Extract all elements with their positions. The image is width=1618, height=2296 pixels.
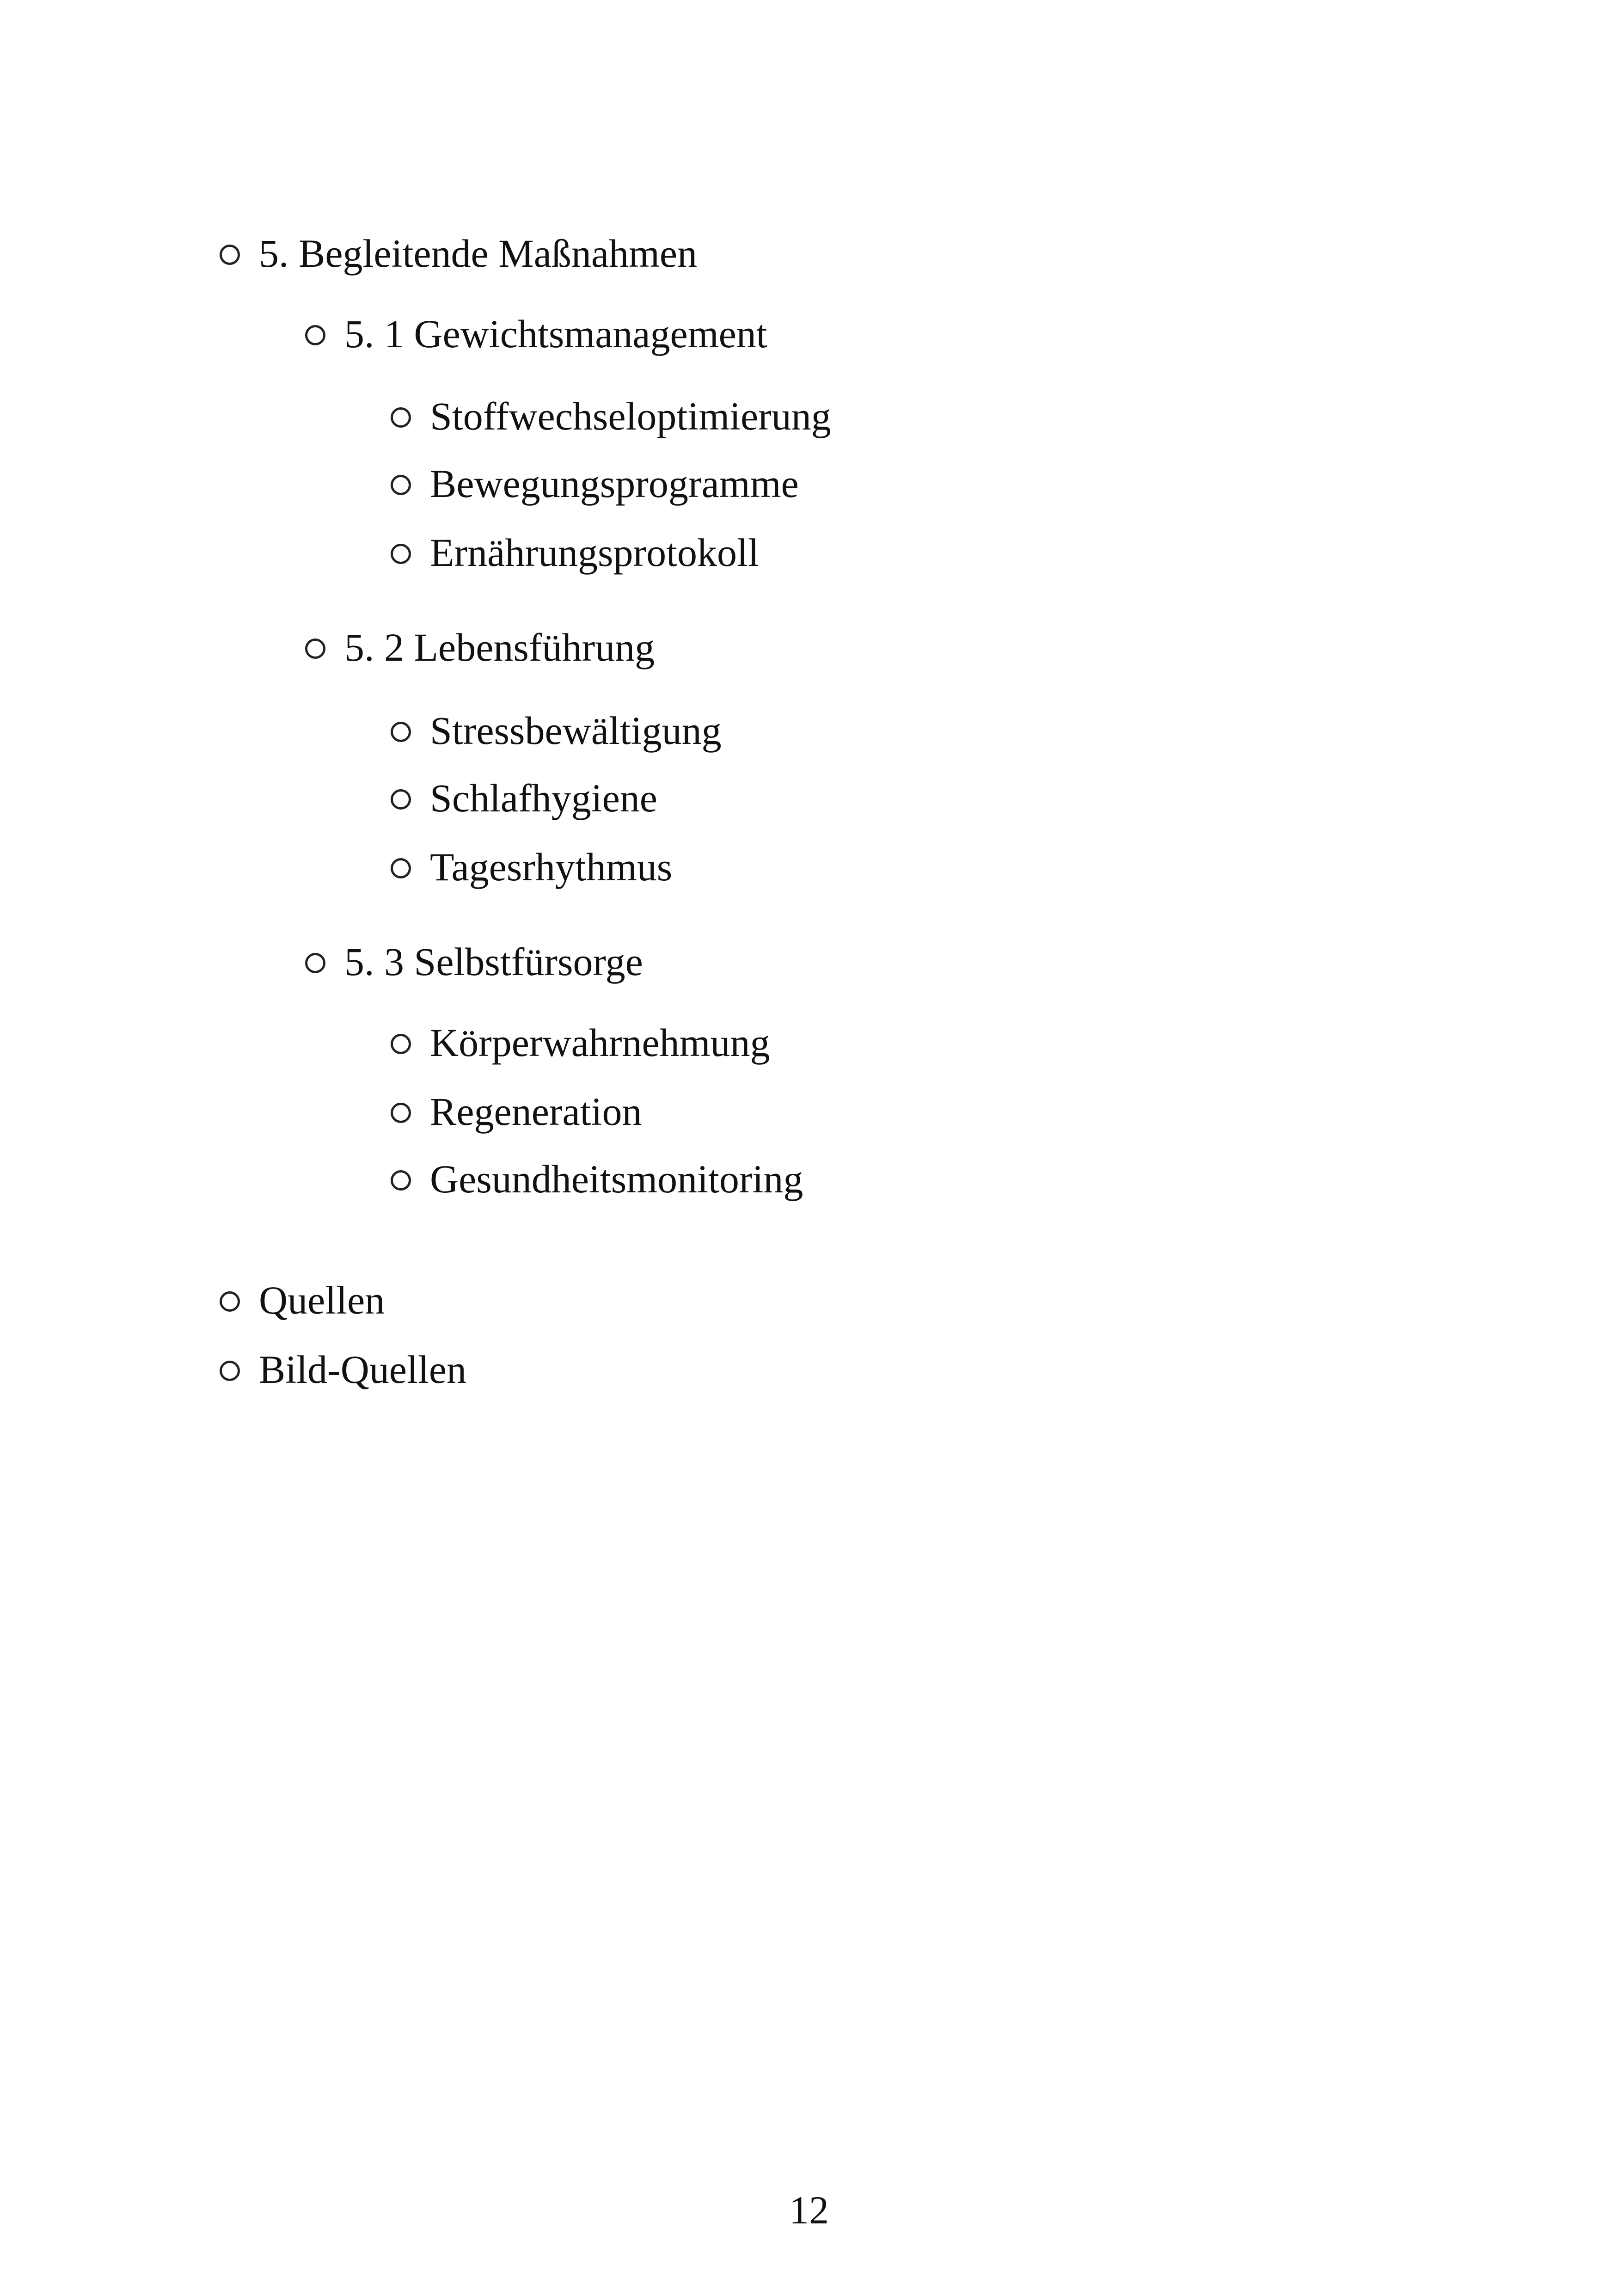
hollow-circle-bullet-icon <box>391 1170 411 1191</box>
hollow-circle-bullet-icon <box>391 1103 411 1123</box>
hollow-circle-bullet-icon <box>391 475 411 495</box>
toc-item-5-2 <box>305 624 655 670</box>
hollow-circle-bullet-icon <box>305 325 325 345</box>
toc-item-label: 5. 3 Selbstfürsorge <box>344 939 643 984</box>
toc-item-label: Stoffwechseloptimierung <box>430 394 831 438</box>
toc-item-5-2-2 <box>391 775 657 821</box>
toc-item-label: Tagesrhythmus <box>430 845 673 889</box>
toc-item-label: 5. 2 Lebensführung <box>344 625 655 669</box>
hollow-circle-bullet-icon <box>391 407 411 428</box>
hollow-circle-bullet-icon <box>305 953 325 973</box>
toc-item-5 <box>220 230 698 276</box>
page-number: 12 <box>789 2188 829 2232</box>
toc-item-5-2-1 <box>391 707 722 754</box>
toc-item-label: 5. 1 Gewichtsmanagement <box>344 312 767 356</box>
toc-item-label: Regeneration <box>430 1089 642 1134</box>
toc-item-quellen <box>220 1277 385 1323</box>
toc-item-label: Quellen <box>259 1278 385 1322</box>
hollow-circle-bullet-icon <box>391 789 411 810</box>
toc-item-5-1-2 <box>391 460 799 507</box>
toc-item-5-2-3 <box>391 844 673 890</box>
toc-item-5-1-3 <box>391 529 759 576</box>
toc-item-5-1 <box>305 311 767 357</box>
toc-item-label: Ernährungsprotokoll <box>430 530 759 575</box>
toc-item-5-3-3 <box>391 1156 803 1202</box>
hollow-circle-bullet-icon <box>391 858 411 878</box>
toc-item-5-3-2 <box>391 1088 642 1135</box>
toc-item-label: Bewegungsprogramme <box>430 461 799 506</box>
toc-item-label: 5. Begleitende Maßnahmen <box>259 231 698 276</box>
toc-item-label: Stressbewältigung <box>430 708 722 753</box>
hollow-circle-bullet-icon <box>391 1034 411 1054</box>
hollow-circle-bullet-icon <box>305 638 325 659</box>
toc-item-label: Gesundheitsmonitoring <box>430 1157 803 1201</box>
toc-item-bild-quellen <box>220 1346 467 1393</box>
toc-item-label: Körperwahrnehmung <box>430 1020 770 1065</box>
toc-item-5-3 <box>305 939 643 985</box>
toc-item-5-1-1 <box>391 393 831 439</box>
toc-item-5-3-1 <box>391 1019 770 1066</box>
hollow-circle-bullet-icon <box>220 245 240 265</box>
hollow-circle-bullet-icon <box>391 722 411 742</box>
hollow-circle-bullet-icon <box>220 1361 240 1381</box>
toc-item-label: Bild-Quellen <box>259 1347 467 1392</box>
toc-item-label: Schlafhygiene <box>430 776 657 820</box>
hollow-circle-bullet-icon <box>220 1291 240 1312</box>
hollow-circle-bullet-icon <box>391 544 411 564</box>
